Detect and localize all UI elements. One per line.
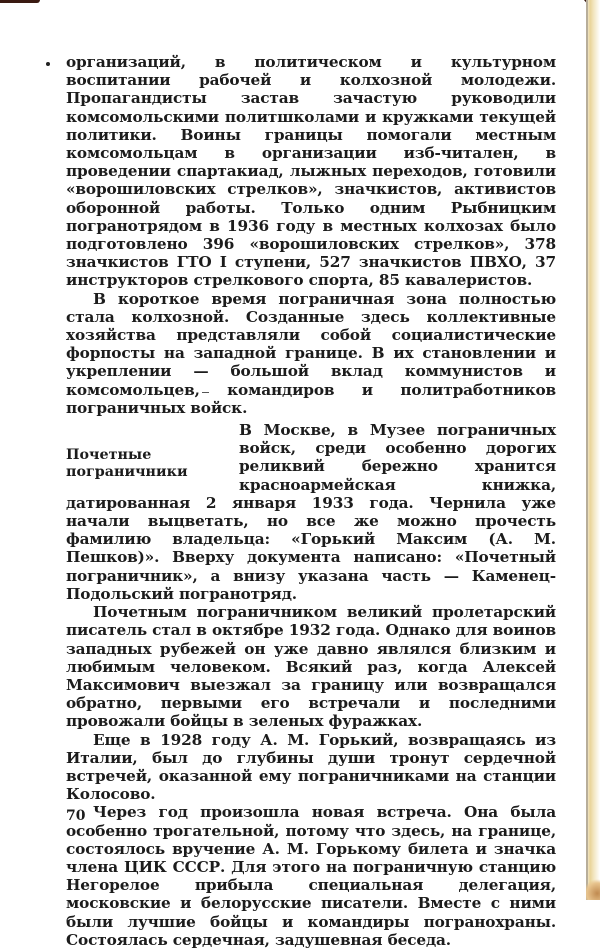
page-corner-fold xyxy=(586,878,600,900)
book-page-text xyxy=(66,53,556,949)
section-heading-line: Почетные xyxy=(66,447,152,464)
page-number: 70 xyxy=(66,808,86,824)
paragraph-continued: организаций, в политическом и культурном воспитании рабочей и колхозной молодежи. Пропагандисты застав зачастую руководили комсомольскими политшколами и кружками текущей политики. Воины границы помогали местным комсомольцам в организации изб-читален, в проведении спартакиад, лыжных переходов, готовили «ворошиловских стрелков», значкистов, активистов оборонной работы. Только одним Рыбницким погранотрядом в 1936 году в местных колхозах было подготовлено 396 «ворошиловских стрелков», 378 значкистов ГТО I ступени, 527 значкистов ПВХО, 37 инструкторов стрелкового спорта, 85 кавалеристов. xyxy=(66,53,556,290)
page-corner-shadow xyxy=(0,0,40,3)
paragraph: Еще в 1928 году А. М. Горький, возвращаясь из Италии, был до глубины души тронут сердечной встречей, оказанной ему пограничниками на станции Колосово. xyxy=(66,730,556,804)
paragraph: В Москве, в Музее пограничных войск, среди особенно дорогих реликвий бережно хранится красноармейская книжка, датированная 2 января 1933 года. Чернила уже начали выцветать, но все же можно прочесть фамилию владельца: «Горький Максим (А. М. Пешков)». Вверху документа написано: «Почетный пограничник», а внизу указана часть — Каменец-Подольский погранотряд. xyxy=(66,421,556,603)
section-honorary-border-guards xyxy=(66,421,556,603)
section-heading-line: пограничники xyxy=(66,464,188,481)
margin-dot xyxy=(46,62,50,66)
section-heading xyxy=(66,447,231,481)
paragraph: Почетным пограничником великий пролетарский писатель стал в октябре 1932 года. Однако для воинов западных рубежей он уже давно являлся близким и любимым человеком. Всякий раз, когда Алексей Максимович выезжал за границу или возвращался обратно, первыми его встречали и последними провожали бойцы в зеленых фуражках. xyxy=(66,603,556,731)
page-edge xyxy=(586,0,600,900)
paragraph: В короткое время пограничная зона полностью стала колхозной. Созданные здесь коллективные хозяйства представляли собой социалистические форпосты на западной границе. В их становлении и укреплении — большой вклад коммунистов и комсомольцев, командиров и политработников пограничных войск. xyxy=(66,289,556,417)
paragraph: Через год произошла новая встреча. Она была особенно трогательной, потому что здесь, на границе, состоялось вручение А. М. Горькому билета и значка члена ЦИК СССР. Для этого на пограничную станцию Негорелое прибыла специальная делегация, московские и белорусские писатели. Вместе с ними были лучшие бойцы и командиры погранохраны. Состоялась сердечная, задушевная беседа. xyxy=(66,803,556,949)
